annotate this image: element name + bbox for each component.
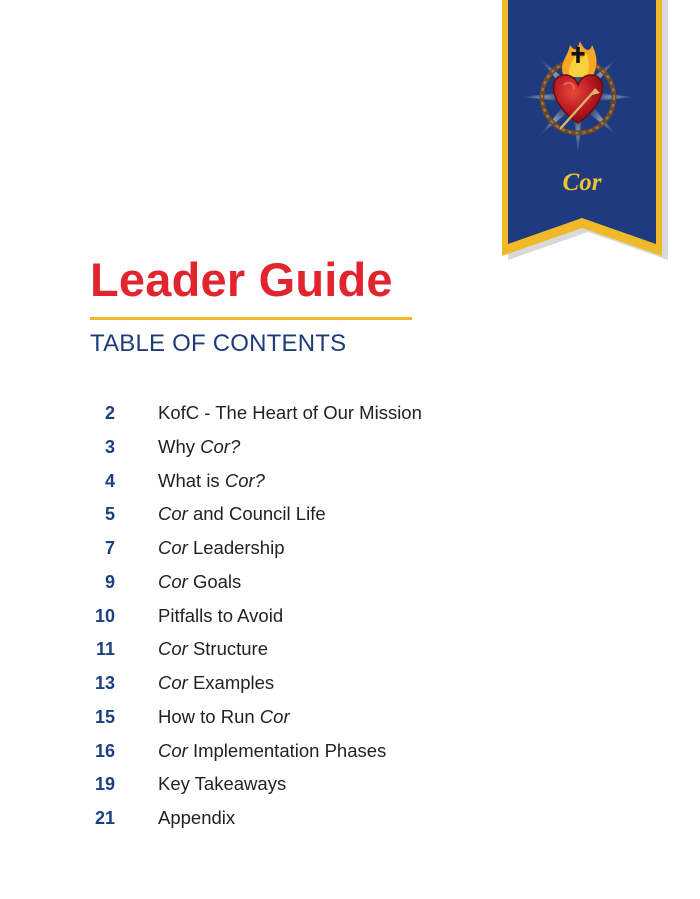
toc-entry-title — [158, 605, 283, 627]
toc-title-text: Goals — [187, 570, 242, 592]
toc-title-text: Structure — [187, 638, 269, 660]
toc-entry[interactable] — [90, 773, 422, 807]
toc-title-text: Appendix — [158, 807, 236, 828]
toc-entry[interactable] — [90, 672, 422, 706]
toc-page-number: 15 — [94, 706, 115, 727]
toc-page-number: 16 — [94, 740, 115, 761]
toc-title-text: Pitfalls to Avoid — [158, 604, 284, 626]
banner-ribbon — [508, 0, 656, 244]
toc-title-emphasis: Cor — [158, 537, 188, 558]
toc-title-text: Leadership — [187, 537, 285, 558]
toc-page-number: 21 — [94, 808, 115, 828]
toc-title-text: Key Takeaways — [158, 773, 287, 795]
cor-banner — [502, 0, 662, 258]
toc-entry-title — [158, 470, 265, 492]
toc-page-number: 4 — [104, 470, 115, 491]
toc-page-number: 13 — [94, 673, 115, 693]
toc-entry[interactable] — [90, 470, 422, 504]
banner-graphic — [502, 0, 672, 262]
toc-entry[interactable] — [90, 436, 422, 470]
toc-page-number: 7 — [104, 538, 115, 558]
toc-title-text: How to Run — [158, 705, 260, 727]
toc-entry-title — [158, 706, 290, 728]
toc-entry[interactable] — [90, 402, 422, 436]
toc-entry-title — [158, 740, 386, 762]
toc-entry-title — [158, 402, 422, 424]
toc-title-emphasis: Cor? — [200, 435, 241, 457]
toc-entry-title — [158, 672, 274, 694]
toc-entry-title — [158, 638, 268, 660]
toc-entry[interactable] — [90, 638, 422, 672]
toc-title-emphasis: Cor — [158, 739, 188, 761]
toc-title-text: What is — [158, 469, 225, 491]
toc-page-number: 9 — [104, 571, 115, 592]
toc-title-text: Implementation Phases — [187, 739, 387, 761]
toc-entry-title — [158, 436, 240, 458]
title-underline — [90, 317, 412, 320]
toc-title-text: and Council Life — [187, 503, 326, 525]
toc-entry-title — [158, 571, 241, 593]
toc-page-number: 5 — [104, 504, 115, 525]
toc-title-emphasis: Cor — [158, 672, 188, 693]
toc-title-text: Examples — [187, 672, 275, 693]
toc-entry[interactable] — [90, 605, 422, 639]
toc-title-text: Why — [158, 435, 201, 457]
banner-label: Cor — [562, 169, 602, 196]
toc-entry[interactable] — [90, 807, 422, 841]
toc-title-emphasis: Cor? — [224, 469, 265, 491]
toc-page-number: 19 — [94, 774, 115, 795]
toc-title-emphasis: Cor — [158, 638, 188, 660]
toc-entry-title — [158, 807, 235, 829]
toc-page-number: 11 — [95, 639, 115, 660]
toc-title-emphasis: Cor — [259, 705, 290, 727]
toc-title-text: KofC - The Heart of Our Mission — [158, 402, 422, 423]
toc-heading: TABLE OF CONTENTS — [90, 330, 347, 357]
toc-title-emphasis: Cor — [158, 570, 188, 592]
toc-entry-title — [158, 503, 326, 525]
toc-page-number: 10 — [94, 605, 115, 626]
toc-page-number: 2 — [104, 403, 115, 423]
sacred-heart-icon — [522, 41, 634, 153]
toc-entry[interactable] — [90, 706, 422, 740]
toc-entry[interactable] — [90, 537, 422, 571]
toc-title-emphasis: Cor — [158, 503, 188, 525]
toc-entry-title — [158, 537, 285, 559]
table-of-contents — [90, 402, 422, 841]
page-title: Leader Guide — [90, 253, 393, 306]
toc-entry-title — [158, 773, 286, 795]
toc-entry[interactable] — [90, 571, 422, 605]
toc-page-number: 3 — [104, 436, 115, 457]
toc-entry[interactable] — [90, 740, 422, 774]
toc-entry[interactable] — [90, 503, 422, 537]
